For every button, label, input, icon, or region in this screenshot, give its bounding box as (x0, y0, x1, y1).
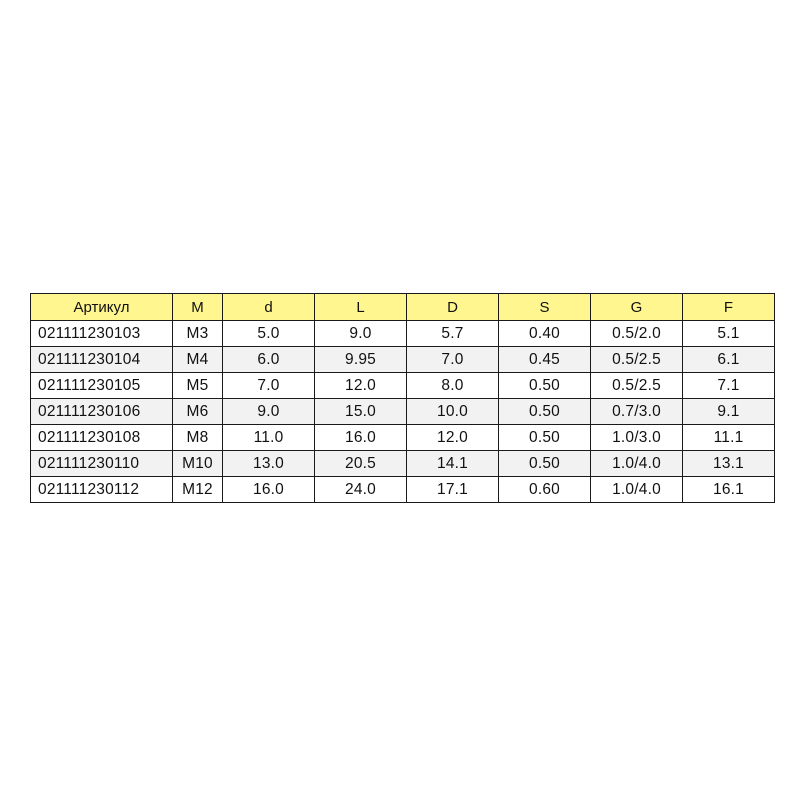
cell-m: M6 (173, 399, 223, 425)
header-cell-m: M (173, 294, 223, 321)
cell-s: 0.50 (499, 399, 591, 425)
table-row (31, 347, 775, 373)
cell-artikul: 021111230112 (31, 477, 173, 503)
cell-f: 5.1 (683, 321, 775, 347)
cell-g: 1.0/3.0 (591, 425, 683, 451)
cell-l: 9.95 (315, 347, 407, 373)
cell-artikul: 021111230106 (31, 399, 173, 425)
table-row (31, 321, 775, 347)
cell-f: 16.1 (683, 477, 775, 503)
table-row (31, 399, 775, 425)
cell-m: M5 (173, 373, 223, 399)
cell-s: 0.50 (499, 425, 591, 451)
cell-g: 0.7/3.0 (591, 399, 683, 425)
header-cell-f: F (683, 294, 775, 321)
cell-d-small: 11.0 (223, 425, 315, 451)
cell-l: 12.0 (315, 373, 407, 399)
cell-d: 8.0 (407, 373, 499, 399)
cell-d-small: 6.0 (223, 347, 315, 373)
cell-l: 9.0 (315, 321, 407, 347)
cell-f: 6.1 (683, 347, 775, 373)
table-row (31, 451, 775, 477)
cell-d: 14.1 (407, 451, 499, 477)
cell-s: 0.45 (499, 347, 591, 373)
cell-m: M3 (173, 321, 223, 347)
cell-g: 1.0/4.0 (591, 451, 683, 477)
cell-d: 17.1 (407, 477, 499, 503)
cell-l: 24.0 (315, 477, 407, 503)
cell-artikul: 021111230110 (31, 451, 173, 477)
cell-d: 5.7 (407, 321, 499, 347)
cell-d-small: 9.0 (223, 399, 315, 425)
cell-g: 1.0/4.0 (591, 477, 683, 503)
cell-f: 11.1 (683, 425, 775, 451)
cell-d-small: 7.0 (223, 373, 315, 399)
cell-m: M12 (173, 477, 223, 503)
cell-m: M8 (173, 425, 223, 451)
header-cell-d: D (407, 294, 499, 321)
cell-g: 0.5/2.5 (591, 373, 683, 399)
table-row (31, 477, 775, 503)
cell-s: 0.40 (499, 321, 591, 347)
cell-s: 0.50 (499, 373, 591, 399)
cell-f: 9.1 (683, 399, 775, 425)
cell-l: 15.0 (315, 399, 407, 425)
cell-d-small: 16.0 (223, 477, 315, 503)
cell-d: 7.0 (407, 347, 499, 373)
cell-s: 0.60 (499, 477, 591, 503)
cell-l: 16.0 (315, 425, 407, 451)
cell-d: 10.0 (407, 399, 499, 425)
spec-table (30, 293, 775, 503)
cell-artikul: 021111230103 (31, 321, 173, 347)
table-row (31, 373, 775, 399)
table-body (31, 321, 775, 503)
cell-d: 12.0 (407, 425, 499, 451)
cell-m: M10 (173, 451, 223, 477)
header-cell-s: S (499, 294, 591, 321)
header-cell-g: G (591, 294, 683, 321)
cell-artikul: 021111230105 (31, 373, 173, 399)
cell-f: 13.1 (683, 451, 775, 477)
cell-s: 0.50 (499, 451, 591, 477)
cell-f: 7.1 (683, 373, 775, 399)
header-cell-d-small: d (223, 294, 315, 321)
header-cell-l: L (315, 294, 407, 321)
cell-g: 0.5/2.5 (591, 347, 683, 373)
cell-d-small: 13.0 (223, 451, 315, 477)
cell-d-small: 5.0 (223, 321, 315, 347)
cell-artikul: 021111230104 (31, 347, 173, 373)
header-row (31, 294, 775, 321)
table-row (31, 425, 775, 451)
cell-l: 20.5 (315, 451, 407, 477)
cell-m: M4 (173, 347, 223, 373)
cell-artikul: 021111230108 (31, 425, 173, 451)
table-header (31, 294, 775, 321)
cell-g: 0.5/2.0 (591, 321, 683, 347)
header-cell-artikul: Артикул (31, 294, 173, 321)
